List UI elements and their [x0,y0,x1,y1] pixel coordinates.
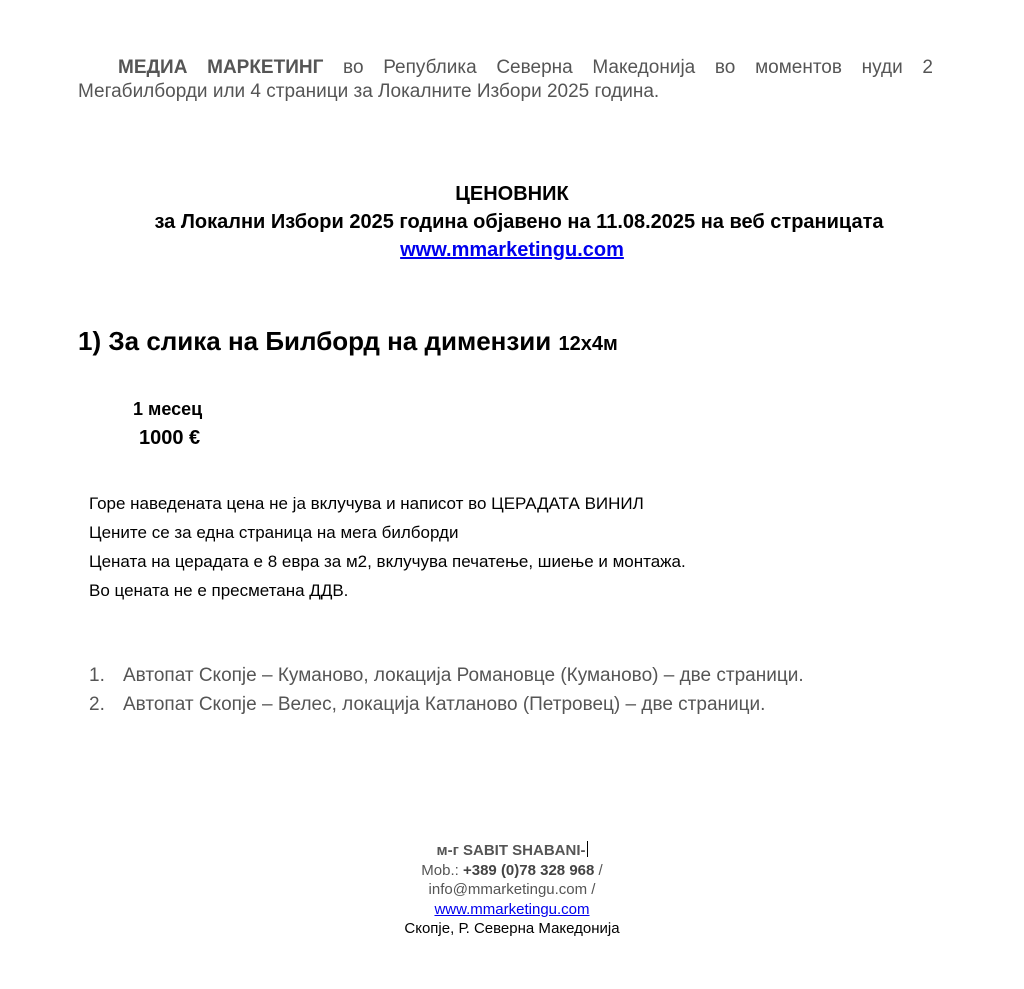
list-number: 2. [89,694,105,715]
contact-name: м-г SABIT SHABANI- [436,842,586,859]
list-item [89,690,804,719]
pricelist-title-block [0,180,1024,264]
list-number: 1. [89,665,105,686]
company-name: МЕДИА МАРКЕТИНГ [118,57,324,78]
list-item-text: Автопат Скопје – Куманово, локација Романовце (Куманово) – две страници. [123,665,804,686]
pricelist-subtitle: за Локални Избори 2025 година објавено на 11.08.2025 на веб страницата [154,211,884,233]
mob-label: Mob.: [421,861,463,879]
billboard-dimensions: 12х4м [558,333,618,355]
note-line: Во цената не е пресметана ДДВ. [89,581,349,600]
note-line: Цената на церадата е 8 евра за м2, вклучува печатење, шиење и монтажа. [89,552,686,571]
contact-email: info@mmarketingu.com / [428,881,596,898]
list-item-text: Автопат Скопје – Велес, локација Катланово (Петровец) – две страници. [123,694,766,715]
list-item [89,661,804,690]
contact-footer [0,841,1024,939]
rental-period: 1 месец [133,399,203,419]
website-link[interactable]: www.mmarketingu.com [400,239,624,261]
text-cursor [587,841,588,857]
notes-block [89,489,686,605]
section-heading [78,324,618,361]
footer-website-link[interactable]: www.mmarketingu.com [434,900,590,918]
section-heading-text: 1) За слика на Билборд на димензии [78,326,559,356]
contact-phone: +389 (0)78 328 968 [462,861,595,879]
intro-text: во Република Северна Македонија во моментов нуди 2 Мегабилборди или 4 страници за Локалните Избори 2025 година. [78,57,933,102]
note-line: Горе наведената цена не ја вклучува и написот во ЦЕРАДАТА ВИНИЛ [89,494,644,513]
pricelist-title: ЦЕНОВНИК [455,183,569,205]
locations-list [89,661,804,719]
phone-separator: / [594,861,603,879]
note-line: Цените се за една страница на мега билборди [89,523,459,542]
contact-city: Скопје, Р. Северна Македонија [404,920,620,937]
rental-price: 1000 € [139,427,201,449]
intro-paragraph [78,56,933,104]
